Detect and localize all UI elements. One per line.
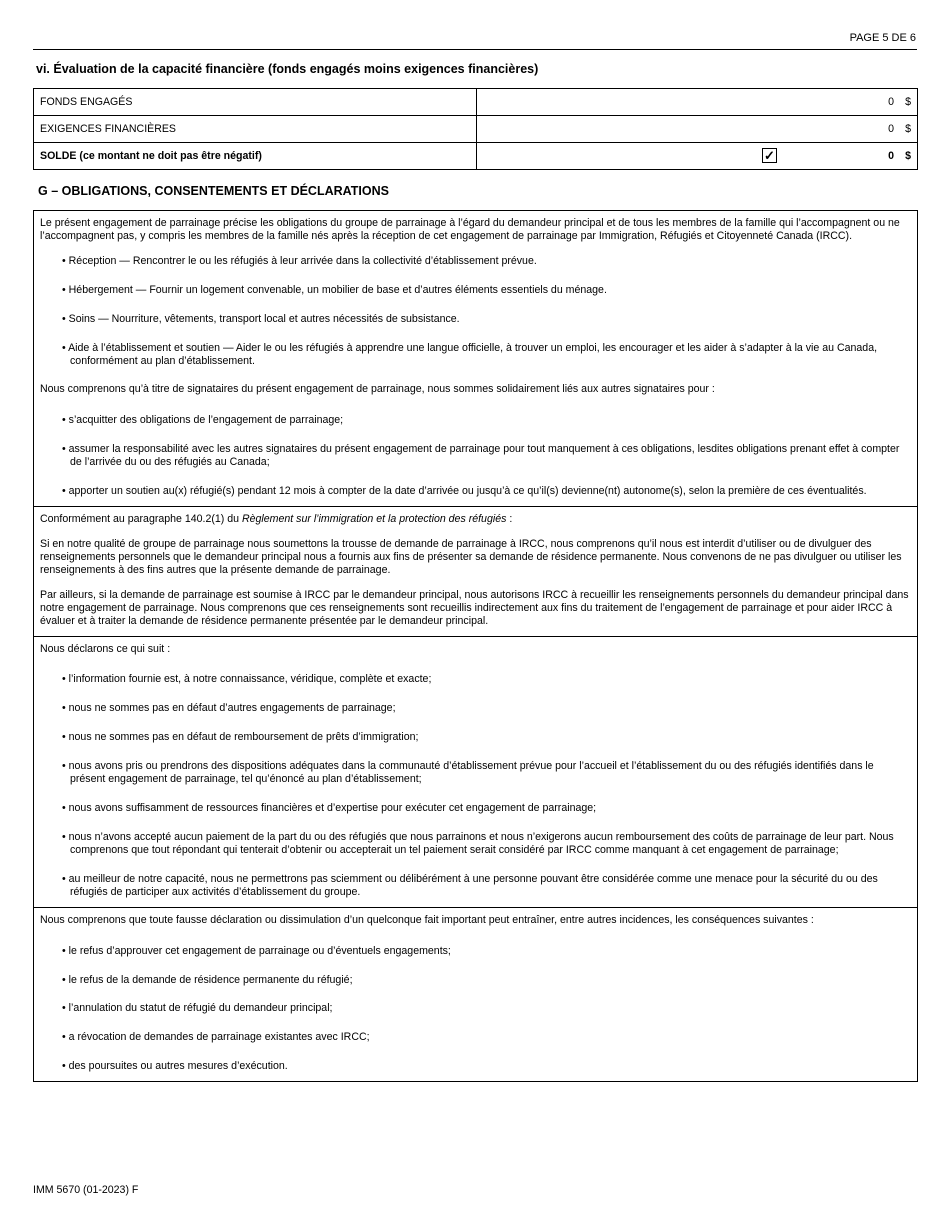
declarations-section: [34, 636, 917, 907]
funds-committed-value: 0: [888, 95, 895, 108]
list-item: • le refus d’approuver cet engagement de parrainage ou d’éventuels engagements;: [62, 944, 451, 957]
regulation-reference: [40, 513, 911, 526]
balance-value: 0: [888, 149, 895, 162]
list-item: • assumer la responsabilité avec les autres signataires du présent engagement de parrainage pour tout manquement à ces obligations, lesdites obligations prenant effet à compter de l’arrivée du ou des réfugiés au Canada;: [62, 443, 900, 469]
financial-requirements-field[interactable]: [477, 116, 918, 143]
list-item: • des poursuites ou autres mesures d’exécution.: [62, 1060, 288, 1073]
list-item: • Hébergement — Fournir un logement convenable, un mobilier de base et d’autres éléments essentiels du ménage.: [62, 283, 607, 296]
list-item: • nous avons pris ou prendrons des dispositions adéquates dans la communauté d’établissement prévue pour l’accueil et l’établissement du ou des réfugiés identifiés dans le présent engagement de parrainage, tel qu’énoncé au plan d’établissement;: [62, 760, 874, 786]
financial-table: [33, 88, 918, 170]
regulation-name: Règlement sur l’immigration et la protection des réfugiés: [242, 513, 507, 526]
currency-symbol: $: [905, 149, 911, 162]
joint-liability-intro: Nous comprenons qu’à titre de signataires du présent engagement de parrainage, nous sommes solidairement liés aux autres signataires pour :: [40, 383, 715, 396]
declarations-intro: Nous déclarons ce qui suit :: [40, 642, 171, 655]
list-item: • Aide à l’établissement et soutien — Aider le ou les réfugiés à apprendre une langue officielle, à trouver un emploi, les encourager et les aider à s’adapter à la vie au Canada, conformément au plan d’établissement.: [62, 341, 878, 367]
table-row: [34, 89, 918, 116]
balance-label: SOLDE (ce montant ne doit pas être négatif): [34, 143, 477, 170]
obligations-section: [34, 211, 917, 506]
privacy-paragraph: Si en notre qualité de groupe de parrainage nous soumettons la trousse de demande de parrainage à IRCC, nous comprenons qu’il nous est interdit d’utiliser ou de divulguer des renseignements personnels que le demandeur principal nous a fournis aux fins de présenter sa demande de résidence permanente. Nous convenons de ne pas divulguer ou utiliser les renseignements à des fins autres que la présente demande de parrainage.: [40, 537, 902, 576]
privacy-paragraph: Par ailleurs, si la demande de parrainage est soumise à IRCC par le demandeur principal, nous autorisons IRCC à recueillir les renseignements personnels du demandeur principal dans notre engagement de parrainage. Nous comprenons que ces renseignements sont recueillis indirectement aux fins du traitement de l’engagement de parrainage et pour aider IRCC à évaluer et à traiter la demande de résidence permanente présentée par le demandeur principal.: [40, 588, 909, 627]
list-item: • au meilleur de notre capacité, nous ne permettrons pas sciemment ou délibérément à une personne pouvant être considérée comme une menace pour la sécurité du ou des réfugiés de participer aux activités d’établissement du groupe.: [62, 872, 878, 898]
section-g-box: [33, 210, 918, 1082]
list-item: • nous n’avons accepté aucun paiement de la part du ou des réfugiés que nous parrainons et nous n’exigerons aucun remboursement des coûts de parrainage de leur part. Nous comprenons que tout répondant qui tenterait d’obtenir ou accepterait un tel paiement serait considéré par IRCC comme manquant à cet engagement de parrainage;: [62, 830, 894, 856]
list-item: • nous avons suffisamment de ressources financières et d’expertise pour exécuter cet engagement de parrainage;: [62, 802, 597, 815]
list-item: • nous ne sommes pas en défaut d’autres engagements de parrainage;: [62, 702, 396, 715]
list-item: • s’acquitter des obligations de l’engagement de parrainage;: [62, 414, 344, 427]
table-row: [34, 143, 918, 170]
list-item: • nous ne sommes pas en défaut de remboursement de prêts d’immigration;: [62, 731, 419, 744]
financial-requirements-value: 0: [888, 122, 895, 135]
list-item: • apporter un soutien au(x) réfugié(s) pendant 12 mois à compter de la date d’arrivée ou jusqu’à ce qu’il(s) devienne(nt) autonome(s), selon la première de ces éventualités.: [62, 485, 867, 498]
funds-committed-field[interactable]: [477, 89, 918, 116]
page-number: PAGE 5 DE 6: [849, 32, 916, 44]
list-item: • Réception — Rencontrer le ou les réfugiés à leur arrivée dans la collectivité d’établissement prévue.: [62, 254, 537, 267]
financial-requirements-label: EXIGENCES FINANCIÈRES: [34, 116, 477, 143]
list-item: • a révocation de demandes de parrainage existantes avec IRCC;: [62, 1031, 370, 1044]
balance-field[interactable]: [477, 143, 918, 170]
obligations-intro: Le présent engagement de parrainage précise les obligations du groupe de parrainage à l’égard du demandeur principal et de tous les membres de la famille qui l’accompagnent ou ne l’accompagnent pas, y compris les membres de la famille nés après la réception de cet engagement de parrainage par Immigration, Réfugiés et Citoyenneté Canada (IRCC).: [40, 217, 900, 242]
regulation-suffix: :: [506, 513, 513, 526]
top-divider: [33, 49, 917, 50]
privacy-section: [34, 506, 917, 635]
list-item: • l’information fournie est, à notre connaissance, véridique, complète et exacte;: [62, 673, 432, 686]
balance-checkbox[interactable]: ✓: [762, 148, 777, 163]
currency-symbol: $: [905, 122, 911, 135]
financial-section-title: vi. Évaluation de la capacité financière (fonds engagés moins exigences financières): [36, 62, 539, 76]
list-item: • l’annulation du statut de réfugié du demandeur principal;: [62, 1002, 333, 1015]
list-item: • Soins — Nourriture, vêtements, transport local et autres nécessités de subsistance.: [62, 312, 460, 325]
section-g-title: G – OBLIGATIONS, CONSENTEMENTS ET DÉCLARATIONS: [38, 184, 389, 198]
funds-committed-label: FONDS ENGAGÉS: [34, 89, 477, 116]
consequences-intro: Nous comprenons que toute fausse déclaration ou dissimulation d’un quelconque fait important peut entraîner, entre autres incidences, les conséquences suivantes :: [40, 913, 814, 926]
consequences-section: [34, 907, 917, 1082]
list-item: • le refus de la demande de résidence permanente du réfugié;: [62, 973, 353, 986]
currency-symbol: $: [905, 95, 911, 108]
regulation-prefix: Conformément au paragraphe 140.2(1) du: [40, 513, 242, 526]
table-row: [34, 116, 918, 143]
form-code: IMM 5670 (01-2023) F: [33, 1184, 139, 1196]
